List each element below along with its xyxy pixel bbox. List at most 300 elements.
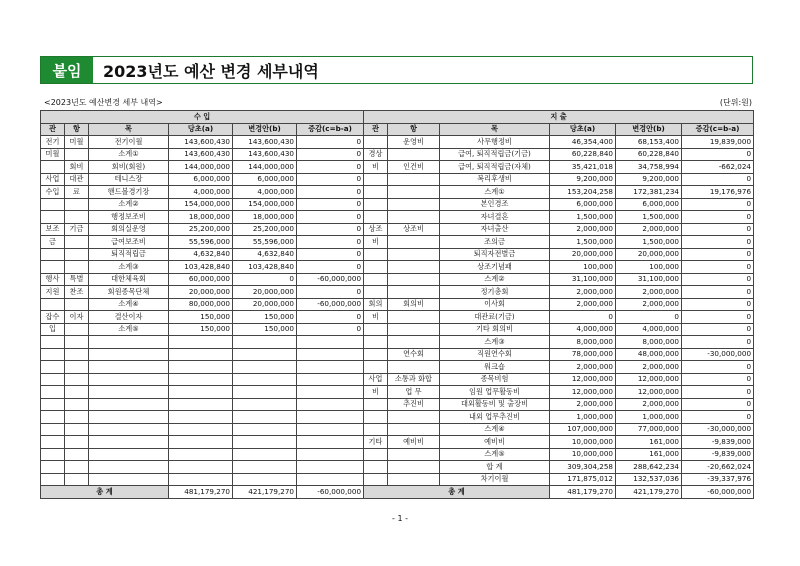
table-cell: 78,000,000 bbox=[550, 348, 616, 361]
table-row bbox=[364, 386, 754, 399]
total-value: 421,179,270 bbox=[616, 486, 682, 499]
table-cell: -60,000,000 bbox=[297, 273, 364, 286]
table-cell: 소통과 화합 bbox=[388, 373, 440, 386]
table-cell: 회비 bbox=[65, 161, 89, 174]
table-cell bbox=[65, 148, 89, 161]
table-cell bbox=[364, 198, 388, 211]
table-cell: 미월 bbox=[41, 148, 65, 161]
table-cell: 172,381,234 bbox=[616, 186, 682, 199]
table-row bbox=[364, 311, 754, 324]
total-value: 481,179,270 bbox=[550, 486, 616, 499]
table-cell bbox=[297, 411, 364, 424]
column-header: 변경안(b) bbox=[616, 123, 682, 136]
table-cell: 144,000,000 bbox=[169, 161, 233, 174]
table-cell bbox=[364, 361, 388, 374]
table-cell bbox=[364, 186, 388, 199]
table-cell bbox=[233, 423, 297, 436]
income-table bbox=[40, 110, 364, 499]
table-cell bbox=[41, 361, 65, 374]
table-cell: 150,000 bbox=[169, 323, 233, 336]
table-cell: 전기 bbox=[41, 136, 65, 149]
table-cell: 1,500,000 bbox=[616, 236, 682, 249]
table-row bbox=[41, 261, 364, 274]
table-cell: 대한체육회 bbox=[89, 273, 169, 286]
table-cell bbox=[364, 286, 388, 299]
table-cell bbox=[65, 398, 89, 411]
table-row bbox=[364, 161, 754, 174]
table-cell bbox=[89, 361, 169, 374]
table-cell: 0 bbox=[297, 136, 364, 149]
table-cell: 0 bbox=[682, 211, 754, 224]
table-row bbox=[41, 173, 364, 186]
table-cell: 9,200,000 bbox=[616, 173, 682, 186]
table-cell: 기타 bbox=[364, 436, 388, 449]
table-cell: 상조비 bbox=[388, 223, 440, 236]
table-cell: 60,228,840 bbox=[616, 148, 682, 161]
table-cell bbox=[388, 261, 440, 274]
table-cell bbox=[89, 386, 169, 399]
table-cell: 0 bbox=[682, 198, 754, 211]
table-cell bbox=[169, 398, 233, 411]
table-cell: 경상 bbox=[364, 148, 388, 161]
table-cell: 60,000,000 bbox=[169, 273, 233, 286]
table-row bbox=[364, 423, 754, 436]
table-cell: 171,875,012 bbox=[550, 473, 616, 486]
table-cell: 잡수 bbox=[41, 311, 65, 324]
table-cell bbox=[89, 411, 169, 424]
table-cell bbox=[89, 423, 169, 436]
table-cell: 비 bbox=[364, 161, 388, 174]
table-row bbox=[364, 273, 754, 286]
table-cell: 25,200,000 bbox=[169, 223, 233, 236]
table-cell: 금 bbox=[41, 236, 65, 249]
table-cell: 0 bbox=[682, 311, 754, 324]
table-cell: 2,000,000 bbox=[616, 398, 682, 411]
table-cell: 1,500,000 bbox=[616, 211, 682, 224]
table-cell: 2,000,000 bbox=[550, 286, 616, 299]
table-cell bbox=[65, 473, 89, 486]
table-cell: 150,000 bbox=[233, 311, 297, 324]
table-cell bbox=[89, 398, 169, 411]
table-cell: 미월 bbox=[65, 136, 89, 149]
table-cell: -39,337,976 bbox=[682, 473, 754, 486]
table-cell: 0 bbox=[297, 311, 364, 324]
expense-table bbox=[363, 110, 754, 499]
table-cell bbox=[89, 473, 169, 486]
table-row bbox=[364, 211, 754, 224]
empty-row bbox=[41, 336, 364, 349]
table-cell: 0 bbox=[682, 261, 754, 274]
table-cell: 19,839,000 bbox=[682, 136, 754, 149]
table-row bbox=[41, 186, 364, 199]
table-cell bbox=[388, 323, 440, 336]
table-row bbox=[41, 198, 364, 211]
table-cell bbox=[169, 411, 233, 424]
table-cell bbox=[297, 373, 364, 386]
table-cell bbox=[65, 361, 89, 374]
table-cell: 료 bbox=[65, 186, 89, 199]
table-cell: 154,000,000 bbox=[169, 198, 233, 211]
table-cell bbox=[364, 473, 388, 486]
table-cell: 소계① bbox=[89, 148, 169, 161]
table-cell: 0 bbox=[682, 336, 754, 349]
table-cell: 0 bbox=[297, 223, 364, 236]
table-cell: 사업 bbox=[364, 373, 388, 386]
table-cell bbox=[388, 473, 440, 486]
table-row bbox=[364, 361, 754, 374]
table-cell: 8,000,000 bbox=[616, 336, 682, 349]
table-cell: 스계② bbox=[440, 273, 550, 286]
table-caption: <2023년도 예산변경 세부 내역> bbox=[44, 98, 163, 107]
table-cell bbox=[65, 373, 89, 386]
table-cell: 스계⑤ bbox=[440, 448, 550, 461]
table-cell bbox=[65, 323, 89, 336]
table-cell: 19,176,976 bbox=[682, 186, 754, 199]
table-cell: 사업 bbox=[41, 173, 65, 186]
table-cell: 0 bbox=[297, 198, 364, 211]
table-cell: 100,000 bbox=[550, 261, 616, 274]
table-cell: 1,500,000 bbox=[550, 211, 616, 224]
page-number: - 1 - bbox=[392, 514, 408, 523]
table-row bbox=[364, 223, 754, 236]
empty-row bbox=[41, 386, 364, 399]
empty-row bbox=[41, 448, 364, 461]
table-cell: 1,500,000 bbox=[550, 236, 616, 249]
table-cell bbox=[297, 423, 364, 436]
table-cell: 종목비험 bbox=[440, 373, 550, 386]
table-row bbox=[41, 286, 364, 299]
table-row bbox=[364, 323, 754, 336]
table-cell: 144,000,000 bbox=[233, 161, 297, 174]
table-cell bbox=[388, 448, 440, 461]
table-cell: 회의비 bbox=[388, 298, 440, 311]
column-header: 관 bbox=[364, 123, 388, 136]
table-cell bbox=[65, 298, 89, 311]
table-cell: 4,000,000 bbox=[616, 323, 682, 336]
table-cell: 0 bbox=[233, 273, 297, 286]
table-row bbox=[364, 186, 754, 199]
table-cell: 자녀출산 bbox=[440, 223, 550, 236]
table-cell bbox=[65, 423, 89, 436]
table-cell: 100,000 bbox=[616, 261, 682, 274]
table-cell: 회의실운영 bbox=[89, 223, 169, 236]
table-cell bbox=[388, 423, 440, 436]
table-cell bbox=[233, 461, 297, 474]
table-cell bbox=[297, 461, 364, 474]
table-cell: 309,304,258 bbox=[550, 461, 616, 474]
table-cell bbox=[41, 461, 65, 474]
table-cell bbox=[89, 461, 169, 474]
table-cell: 20,000,000 bbox=[233, 298, 297, 311]
table-cell: 0 bbox=[297, 173, 364, 186]
table-row bbox=[364, 248, 754, 261]
table-cell: 6,000,000 bbox=[233, 173, 297, 186]
table-row bbox=[41, 236, 364, 249]
table-cell: 0 bbox=[297, 148, 364, 161]
table-cell: 2,000,000 bbox=[550, 223, 616, 236]
table-cell: 2,000,000 bbox=[550, 298, 616, 311]
table-cell: 스계④ bbox=[440, 423, 550, 436]
section-row bbox=[364, 111, 754, 124]
table-cell bbox=[41, 261, 65, 274]
table-row bbox=[364, 236, 754, 249]
table-cell: 0 bbox=[616, 311, 682, 324]
table-cell: 10,000,000 bbox=[550, 436, 616, 449]
table-cell: 0 bbox=[682, 323, 754, 336]
table-cell bbox=[233, 386, 297, 399]
header-row bbox=[364, 123, 754, 136]
table-cell: 0 bbox=[682, 398, 754, 411]
table-row bbox=[364, 198, 754, 211]
table-cell: 대관 bbox=[65, 173, 89, 186]
table-cell: 0 bbox=[297, 261, 364, 274]
table-cell: 55,596,000 bbox=[169, 236, 233, 249]
table-cell: 6,000,000 bbox=[169, 173, 233, 186]
table-cell bbox=[364, 273, 388, 286]
table-cell: -30,000,000 bbox=[682, 348, 754, 361]
table-cell: 워크숍 bbox=[440, 361, 550, 374]
column-header: 관 bbox=[41, 123, 65, 136]
total-row bbox=[364, 486, 754, 499]
table-cell: 25,200,000 bbox=[233, 223, 297, 236]
table-row bbox=[41, 161, 364, 174]
table-row bbox=[364, 173, 754, 186]
table-cell bbox=[169, 386, 233, 399]
column-header: 당초(a) bbox=[550, 123, 616, 136]
table-cell bbox=[65, 261, 89, 274]
table-row bbox=[364, 398, 754, 411]
table-cell: 대외활동비 및 출장비 bbox=[440, 398, 550, 411]
table-cell: 이자 bbox=[65, 311, 89, 324]
table-cell bbox=[364, 323, 388, 336]
table-cell bbox=[297, 398, 364, 411]
table-cell bbox=[41, 398, 65, 411]
table-cell bbox=[169, 473, 233, 486]
table-cell bbox=[233, 348, 297, 361]
empty-row bbox=[41, 373, 364, 386]
table-cell bbox=[364, 211, 388, 224]
table-cell bbox=[388, 248, 440, 261]
table-cell: 77,000,000 bbox=[616, 423, 682, 436]
table-cell: 스계③ bbox=[440, 336, 550, 349]
total-value: -60,000,000 bbox=[297, 486, 364, 499]
empty-row bbox=[41, 461, 364, 474]
empty-row bbox=[41, 398, 364, 411]
table-cell: 회비(회원) bbox=[89, 161, 169, 174]
column-header: 항 bbox=[65, 123, 89, 136]
table-cell bbox=[388, 311, 440, 324]
column-header: 당초(a) bbox=[169, 123, 233, 136]
table-cell: 55,596,000 bbox=[233, 236, 297, 249]
table-cell: 0 bbox=[682, 148, 754, 161]
table-cell: 0 bbox=[297, 323, 364, 336]
table-cell: 31,100,000 bbox=[616, 273, 682, 286]
table-cell bbox=[65, 336, 89, 349]
table-cell bbox=[41, 411, 65, 424]
table-cell: 상조 bbox=[364, 223, 388, 236]
table-cell bbox=[364, 461, 388, 474]
table-cell: 150,000 bbox=[233, 323, 297, 336]
table-cell: 회의 bbox=[364, 298, 388, 311]
total-value: -60,000,000 bbox=[682, 486, 754, 499]
table-cell bbox=[41, 161, 65, 174]
table-cell: 조의금 bbox=[440, 236, 550, 249]
table-cell: 0 bbox=[550, 311, 616, 324]
table-cell bbox=[89, 448, 169, 461]
table-cell: 2,000,000 bbox=[616, 298, 682, 311]
table-cell: 0 bbox=[682, 298, 754, 311]
table-cell: 사무행정비 bbox=[440, 136, 550, 149]
table-cell bbox=[297, 386, 364, 399]
table-cell: 35,421,018 bbox=[550, 161, 616, 174]
table-cell: 퇴직자전별금 bbox=[440, 248, 550, 261]
table-cell bbox=[169, 373, 233, 386]
table-cell bbox=[364, 411, 388, 424]
header-row bbox=[41, 123, 364, 136]
table-cell bbox=[388, 411, 440, 424]
table-cell: 회원종목단체 bbox=[89, 286, 169, 299]
table-cell: 0 bbox=[682, 173, 754, 186]
table-cell bbox=[65, 436, 89, 449]
table-cell: 연수회 bbox=[388, 348, 440, 361]
table-cell bbox=[364, 423, 388, 436]
table-cell: 143,600,430 bbox=[169, 136, 233, 149]
table-row bbox=[364, 448, 754, 461]
table-cell: 18,000,000 bbox=[169, 211, 233, 224]
table-cell bbox=[388, 461, 440, 474]
table-cell: 4,000,000 bbox=[550, 323, 616, 336]
table-cell bbox=[364, 173, 388, 186]
table-cell: 20,000,000 bbox=[616, 248, 682, 261]
table-cell: 6,000,000 bbox=[616, 198, 682, 211]
table-cell: 특별 bbox=[65, 273, 89, 286]
table-cell bbox=[41, 448, 65, 461]
empty-row bbox=[41, 348, 364, 361]
table-cell bbox=[169, 436, 233, 449]
table-cell: 107,000,000 bbox=[550, 423, 616, 436]
table-cell: 80,000,000 bbox=[169, 298, 233, 311]
table-cell: 18,000,000 bbox=[233, 211, 297, 224]
table-cell: 소계④ bbox=[89, 298, 169, 311]
table-cell: 2,000,000 bbox=[616, 286, 682, 299]
table-cell bbox=[65, 211, 89, 224]
table-cell: 20,000,000 bbox=[169, 286, 233, 299]
empty-row bbox=[41, 423, 364, 436]
table-cell: 임원 업무활동비 bbox=[440, 386, 550, 399]
column-header: 증감(c=b-a) bbox=[682, 123, 754, 136]
table-cell: 보조 bbox=[41, 223, 65, 236]
table-cell: 132,537,036 bbox=[616, 473, 682, 486]
table-cell bbox=[388, 211, 440, 224]
table-cell: 34,758,994 bbox=[616, 161, 682, 174]
table-row bbox=[364, 473, 754, 486]
table-cell bbox=[41, 423, 65, 436]
table-cell bbox=[41, 386, 65, 399]
table-row bbox=[41, 148, 364, 161]
table-cell bbox=[41, 473, 65, 486]
table-cell: 0 bbox=[297, 161, 364, 174]
table-cell: 12,000,000 bbox=[616, 373, 682, 386]
table-cell: 10,000,000 bbox=[550, 448, 616, 461]
table-cell: 정기총회 bbox=[440, 286, 550, 299]
table-cell bbox=[41, 373, 65, 386]
table-cell: 기금 bbox=[65, 223, 89, 236]
table-cell: 2,000,000 bbox=[550, 361, 616, 374]
table-cell: 2,000,000 bbox=[616, 361, 682, 374]
table-cell bbox=[41, 211, 65, 224]
table-cell bbox=[233, 436, 297, 449]
table-cell: 1,000,000 bbox=[550, 411, 616, 424]
table-cell: 8,000,000 bbox=[550, 336, 616, 349]
table-cell bbox=[41, 336, 65, 349]
table-row bbox=[41, 211, 364, 224]
table-cell: 103,428,840 bbox=[169, 261, 233, 274]
table-cell bbox=[388, 236, 440, 249]
column-header: 목 bbox=[440, 123, 550, 136]
table-cell bbox=[388, 336, 440, 349]
table-cell: 1,000,000 bbox=[616, 411, 682, 424]
table-cell bbox=[364, 448, 388, 461]
table-cell: 비 bbox=[364, 386, 388, 399]
unit-label: (단위:원) bbox=[719, 98, 752, 107]
table-cell: 예비비 bbox=[440, 436, 550, 449]
doc-header bbox=[40, 56, 753, 84]
table-row bbox=[364, 461, 754, 474]
table-cell: 0 bbox=[682, 273, 754, 286]
table-row bbox=[41, 273, 364, 286]
table-cell: 48,000,000 bbox=[616, 348, 682, 361]
total-label: 총 계 bbox=[41, 486, 169, 499]
table-cell: 20,000,000 bbox=[233, 286, 297, 299]
table-row bbox=[41, 323, 364, 336]
table-cell bbox=[89, 336, 169, 349]
table-cell bbox=[297, 336, 364, 349]
empty-row bbox=[41, 411, 364, 424]
table-cell: 입 bbox=[41, 323, 65, 336]
table-cell: 0 bbox=[297, 186, 364, 199]
table-cell: 본인경조 bbox=[440, 198, 550, 211]
table-cell bbox=[65, 198, 89, 211]
table-cell: 급여, 퇴직적립금(기금) bbox=[440, 148, 550, 161]
table-cell bbox=[41, 436, 65, 449]
table-row bbox=[364, 373, 754, 386]
table-cell: 0 bbox=[682, 223, 754, 236]
attachment-tag: 붙임 bbox=[41, 57, 93, 83]
table-cell: 소계② bbox=[89, 198, 169, 211]
table-cell bbox=[388, 273, 440, 286]
table-cell: 기타 회의비 bbox=[440, 323, 550, 336]
table-cell: -20,662,024 bbox=[682, 461, 754, 474]
table-cell: 비 bbox=[364, 236, 388, 249]
table-cell bbox=[297, 361, 364, 374]
table-cell: 찬조 bbox=[65, 286, 89, 299]
table-cell: 자녀결혼 bbox=[440, 211, 550, 224]
table-cell: 103,428,840 bbox=[233, 261, 297, 274]
table-cell bbox=[233, 473, 297, 486]
table-cell bbox=[388, 198, 440, 211]
table-cell: 업 무 bbox=[388, 386, 440, 399]
table-cell: 예비비 bbox=[388, 436, 440, 449]
column-header: 목 bbox=[89, 123, 169, 136]
table-cell bbox=[388, 148, 440, 161]
table-cell bbox=[364, 398, 388, 411]
table-cell: 0 bbox=[297, 286, 364, 299]
table-cell: 결산이자 bbox=[89, 311, 169, 324]
table-cell: 대관료(기금) bbox=[440, 311, 550, 324]
table-cell: 31,100,000 bbox=[550, 273, 616, 286]
table-cell: 급여보조비 bbox=[89, 236, 169, 249]
table-cell: 9,200,000 bbox=[550, 173, 616, 186]
